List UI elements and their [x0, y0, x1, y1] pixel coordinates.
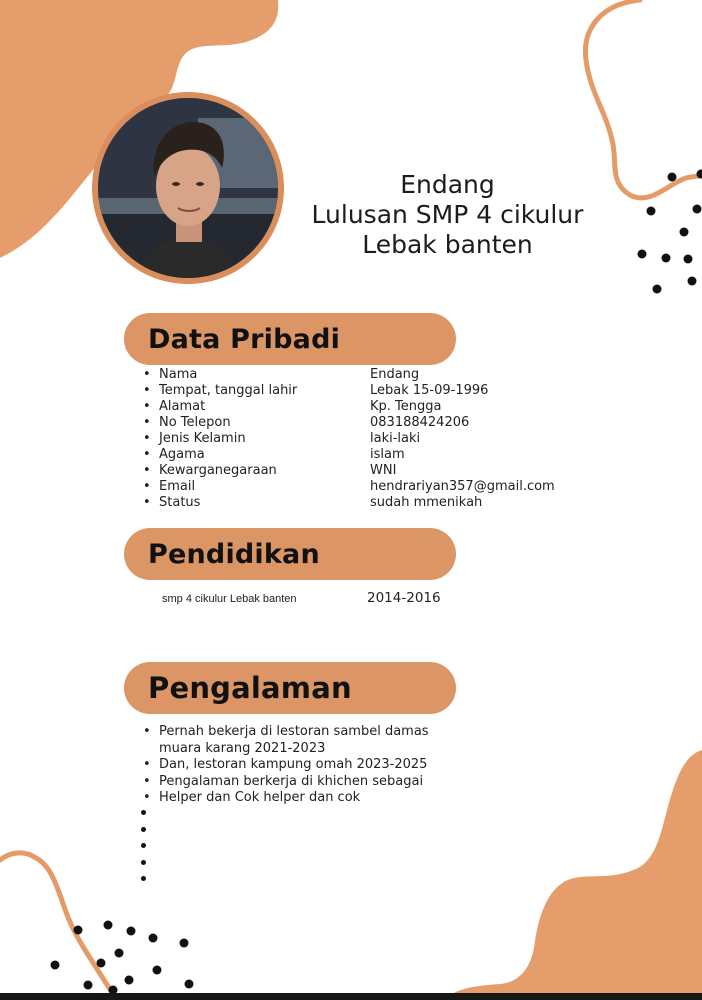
info-row-status: [143, 495, 583, 511]
info-row-kewarganegaraan: [143, 463, 583, 479]
bullet: •: [143, 724, 151, 739]
info-value: hendrariyan357@gmail.com: [370, 479, 555, 494]
info-value: Lebak 15-09-1996: [370, 383, 489, 398]
bottom-right-blob: [446, 750, 702, 1000]
info-row-no-telepon: [143, 415, 583, 431]
section-title-personal: Data Pribadi: [148, 323, 341, 355]
info-label: Tempat, tanggal lahir: [159, 383, 298, 398]
bullet: •: [143, 790, 151, 805]
header-line-2: Lulusan SMP 4 cikulur: [311, 200, 584, 229]
bottom-left-line: [0, 853, 114, 996]
header-title: [300, 170, 595, 260]
experience-item: [143, 790, 443, 807]
experience-item: [143, 774, 443, 791]
experience-text: Pengalaman berkerja di khichen sebagai: [159, 773, 424, 789]
profile-photo: [98, 98, 278, 278]
info-label: Alamat: [159, 399, 206, 414]
info-row-agama: [143, 447, 583, 463]
section-title-experience: Pengalaman: [148, 671, 352, 705]
bottom-bar: [0, 993, 702, 1000]
bullet: •: [143, 399, 151, 414]
info-row-nama: [143, 367, 583, 383]
experience-text: Helper dan Cok helper dan cok: [159, 790, 361, 805]
section-title-education: Pendidikan: [148, 538, 320, 570]
info-label: Jenis Kelamin: [159, 431, 246, 446]
info-value: WNI: [370, 463, 397, 478]
top-right-loop: [585, 0, 702, 198]
bottom-left-dots: [51, 921, 194, 995]
bullet: •: [143, 463, 151, 478]
info-value: laki-laki: [370, 431, 421, 446]
bullet: •: [143, 431, 151, 446]
empty-bullet: [141, 876, 146, 881]
empty-bullet: [141, 827, 146, 832]
empty-bullet: [141, 843, 146, 848]
info-row-alamat: [143, 399, 583, 415]
empty-bullet: [141, 860, 146, 865]
top-right-dots: [638, 170, 702, 294]
experience-text: Dan, lestoran kampung omah 2023-2025: [159, 757, 428, 772]
section-header-education: [124, 528, 456, 580]
bullet: •: [143, 447, 151, 462]
bullet: •: [143, 383, 151, 398]
education-school: smp 4 cikulur Lebak banten: [162, 593, 297, 605]
bullet: •: [143, 773, 151, 789]
info-row-jenis-kelamin: [143, 431, 583, 447]
bullet: •: [143, 495, 151, 510]
empty-bullet-list: [141, 810, 146, 893]
section-header-personal: [124, 313, 456, 365]
info-label: Status: [159, 495, 201, 510]
empty-bullet: [141, 810, 146, 815]
experience-text: Pernah bekerja di lestoran sambel damas muara karang 2021-2023: [159, 724, 429, 756]
section-header-experience: [124, 662, 456, 714]
header-line-3: Lebak banten: [362, 230, 533, 259]
experience-item: [143, 757, 443, 774]
education-entry: [162, 590, 462, 606]
info-value: Kp. Tengga: [370, 399, 442, 414]
bullet: •: [143, 367, 151, 382]
header-name: Endang: [400, 170, 495, 199]
experience-list: [143, 724, 443, 807]
profile-photo-frame: [92, 92, 284, 284]
bullet: •: [143, 415, 151, 430]
bullet: •: [143, 757, 151, 772]
info-row-tempat-tanggal-lahir: [143, 383, 583, 399]
bullet: •: [143, 479, 151, 494]
info-value: 083188424206: [370, 415, 470, 430]
info-label: Email: [159, 479, 196, 494]
experience-item: [143, 724, 443, 757]
info-label: Nama: [159, 367, 198, 382]
person-photo-icon: [98, 98, 278, 278]
info-label: Kewarganegaraan: [159, 463, 277, 478]
info-value: islam: [370, 447, 405, 462]
personal-info-list: [143, 367, 583, 511]
info-label: Agama: [159, 447, 205, 462]
info-value: sudah mmenikah: [370, 495, 483, 510]
info-value: Endang: [370, 367, 420, 382]
education-years: 2014-2016: [367, 590, 441, 606]
info-row-email: [143, 479, 583, 495]
info-label: No Telepon: [159, 415, 231, 430]
